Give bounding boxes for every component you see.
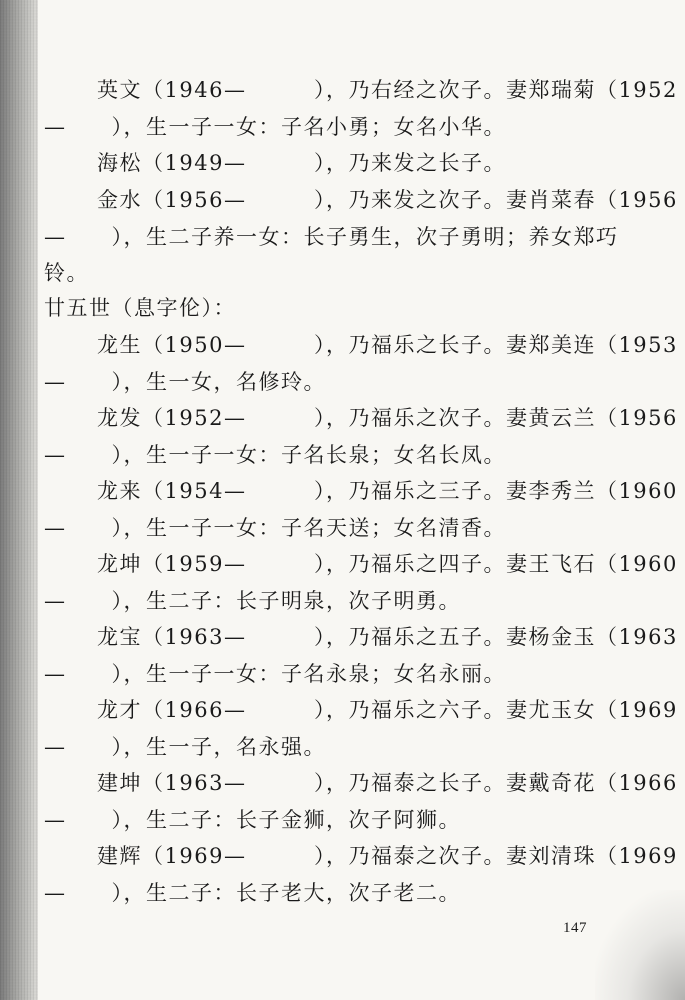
text-line-11: — ），生一子一女：子名长泉；女名长凤。 — [44, 443, 506, 467]
text-line-20: 建坤（1963— ），乃福泰之长子。妻戴奇花（1966 — [97, 771, 678, 795]
text-line-8: 龙生（1950— ），乃福乐之长子。妻郑美连（1953 — [97, 333, 678, 357]
text-line-18: 龙才（1966— ），乃福乐之六子。妻尤玉女（1969 — [97, 698, 678, 722]
text-line-22: 建辉（1969— ），乃福泰之次子。妻刘清珠（1969 — [97, 844, 678, 868]
text-line-16: 龙宝（1963— ），乃福乐之五子。妻杨金玉（1963 — [97, 625, 678, 649]
text-line-13: — ），生一子一女：子名天送；女名清香。 — [44, 516, 506, 540]
text-line-17: — ），生一子一女：子名永泉；女名永丽。 — [44, 662, 506, 686]
text-line-10: 龙发（1952— ），乃福乐之次子。妻黄云兰（1956 — [97, 406, 678, 430]
page-number: 147 — [563, 920, 587, 936]
generation-heading: 廿五世（息字伦）： — [44, 296, 236, 320]
text-line-1: 英文（1946— ），乃右经之次子。妻郑瑞菊（1952 — [97, 78, 678, 102]
text-line-12: 龙来（1954— ），乃福乐之三子。妻李秀兰（1960 — [97, 479, 678, 503]
text-line-21: — ），生二子：长子金狮，次子阿狮。 — [44, 808, 461, 832]
text-line-14: 龙坤（1959— ），乃福乐之四子。妻王飞石（1960 — [97, 552, 678, 576]
text-line-2: — ），生一子一女：子名小勇；女名小华。 — [44, 115, 506, 139]
text-line-5: — ），生二子养一女：长子勇生，次子勇明；养女郑巧 — [44, 225, 619, 249]
text-line-9: — ），生一女，名修玲。 — [44, 370, 326, 394]
text-line-15: — ），生二子：长子明泉，次子明勇。 — [44, 589, 461, 613]
text-line-19: — ），生一子，名永强。 — [44, 735, 326, 759]
text-line-4: 金水（1956— ），乃来发之次子。妻肖菜春（1956 — [97, 188, 678, 212]
text-line-6: 铃。 — [44, 261, 89, 285]
text-line-23: — ），生二子：长子老大，次子老二。 — [44, 881, 461, 905]
text-line-3: 海松（1949— ），乃来发之长子。 — [97, 151, 506, 175]
